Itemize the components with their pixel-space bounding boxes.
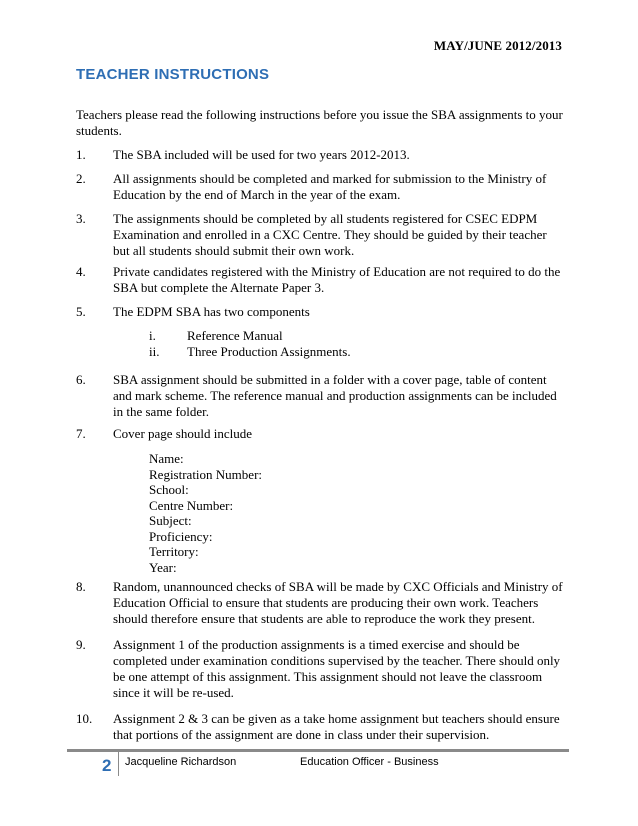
cover-field: Centre Number: <box>149 497 234 513</box>
list-item <box>76 426 566 442</box>
footer-role: Education Officer - Business <box>300 756 439 768</box>
component-item <box>149 328 283 344</box>
footer-author: Jacqueline Richardson <box>125 756 237 768</box>
cover-page-fields <box>149 451 262 575</box>
component-item <box>149 344 351 360</box>
header-date: MAY/JUNE 2012/2013 <box>433 38 562 53</box>
item-number: 10. <box>76 711 93 726</box>
cover-field: Proficiency: <box>149 528 213 544</box>
item-text: The EDPM SBA has two components <box>113 304 310 319</box>
cover-field: Territory: <box>149 544 199 559</box>
item-number: 8. <box>76 579 86 594</box>
footer-divider <box>118 752 119 776</box>
item-number: 7. <box>76 426 86 441</box>
item-text: The SBA included will be used for two years 2012-2013. <box>113 147 410 162</box>
list-item <box>76 264 566 296</box>
item-text: Assignment 2 & 3 can be given as a take home assignment but teachers should ensure that portions of the assignment are done in class under their supervision. <box>113 711 560 742</box>
list-item <box>76 579 566 627</box>
item-number: 2. <box>76 171 86 186</box>
item-text: Private candidates registered with the Ministry of Education are not required to do the SBA but complete the Alternate Paper 3. <box>113 264 561 295</box>
item-text: SBA assignment should be submitted in a folder with a cover page, table of content and mark scheme. The reference manual and production assignments can be included in the same folder. <box>113 372 557 419</box>
list-item <box>76 304 566 320</box>
item-number: 6. <box>76 372 86 387</box>
item-text: Random, unannounced checks of SBA will be made by CXC Officials and Ministry of Education Official to ensure that students are producing their own work. Teachers should therefore ensure that students are able to reproduce the work they present. <box>113 579 563 626</box>
item-number: 3. <box>76 211 86 226</box>
cover-field: Year: <box>149 559 177 575</box>
list-item <box>76 637 566 701</box>
list-item <box>76 147 566 163</box>
item-number: 9. <box>76 637 86 652</box>
item-number: 4. <box>76 264 86 279</box>
item-number: 1. <box>76 147 86 162</box>
item-text: All assignments should be completed and marked for submission to the Ministry of Education by the end of March in the year of the exam. <box>113 171 547 202</box>
list-item <box>76 711 566 743</box>
component-text: Three Production Assignments. <box>187 344 351 359</box>
cover-field: Name: <box>149 451 184 466</box>
item-text: The assignments should be completed by all students registered for CSEC EDPM Examination and enrolled in a CXC Centre. They should be guided by their teacher but all students should submit their own work. <box>113 211 547 258</box>
list-item <box>76 372 566 420</box>
component-numeral: ii. <box>149 344 160 359</box>
component-text: Reference Manual <box>187 328 283 343</box>
list-item <box>76 171 566 203</box>
footer-rule <box>67 749 569 752</box>
item-text: Cover page should include <box>113 426 252 441</box>
cover-field: School: <box>149 482 189 497</box>
list-item <box>76 211 566 259</box>
component-numeral: i. <box>149 328 156 343</box>
intro-paragraph: Teachers please read the following instructions before you issue the SBA assignments to your students. <box>76 107 563 138</box>
cover-field: Registration Number: <box>149 466 263 482</box>
page-number: 2 <box>102 756 112 775</box>
cover-field: Subject: <box>149 513 192 528</box>
item-number: 5. <box>76 304 86 319</box>
page-title: TEACHER INSTRUCTIONS <box>76 66 270 83</box>
item-text: Assignment 1 of the production assignments is a timed exercise and should be completed under examination conditions supervised by the teacher. There should only be one attempt of this assignment. This assignment should not leave the classroom since it will be re-used. <box>113 637 561 700</box>
